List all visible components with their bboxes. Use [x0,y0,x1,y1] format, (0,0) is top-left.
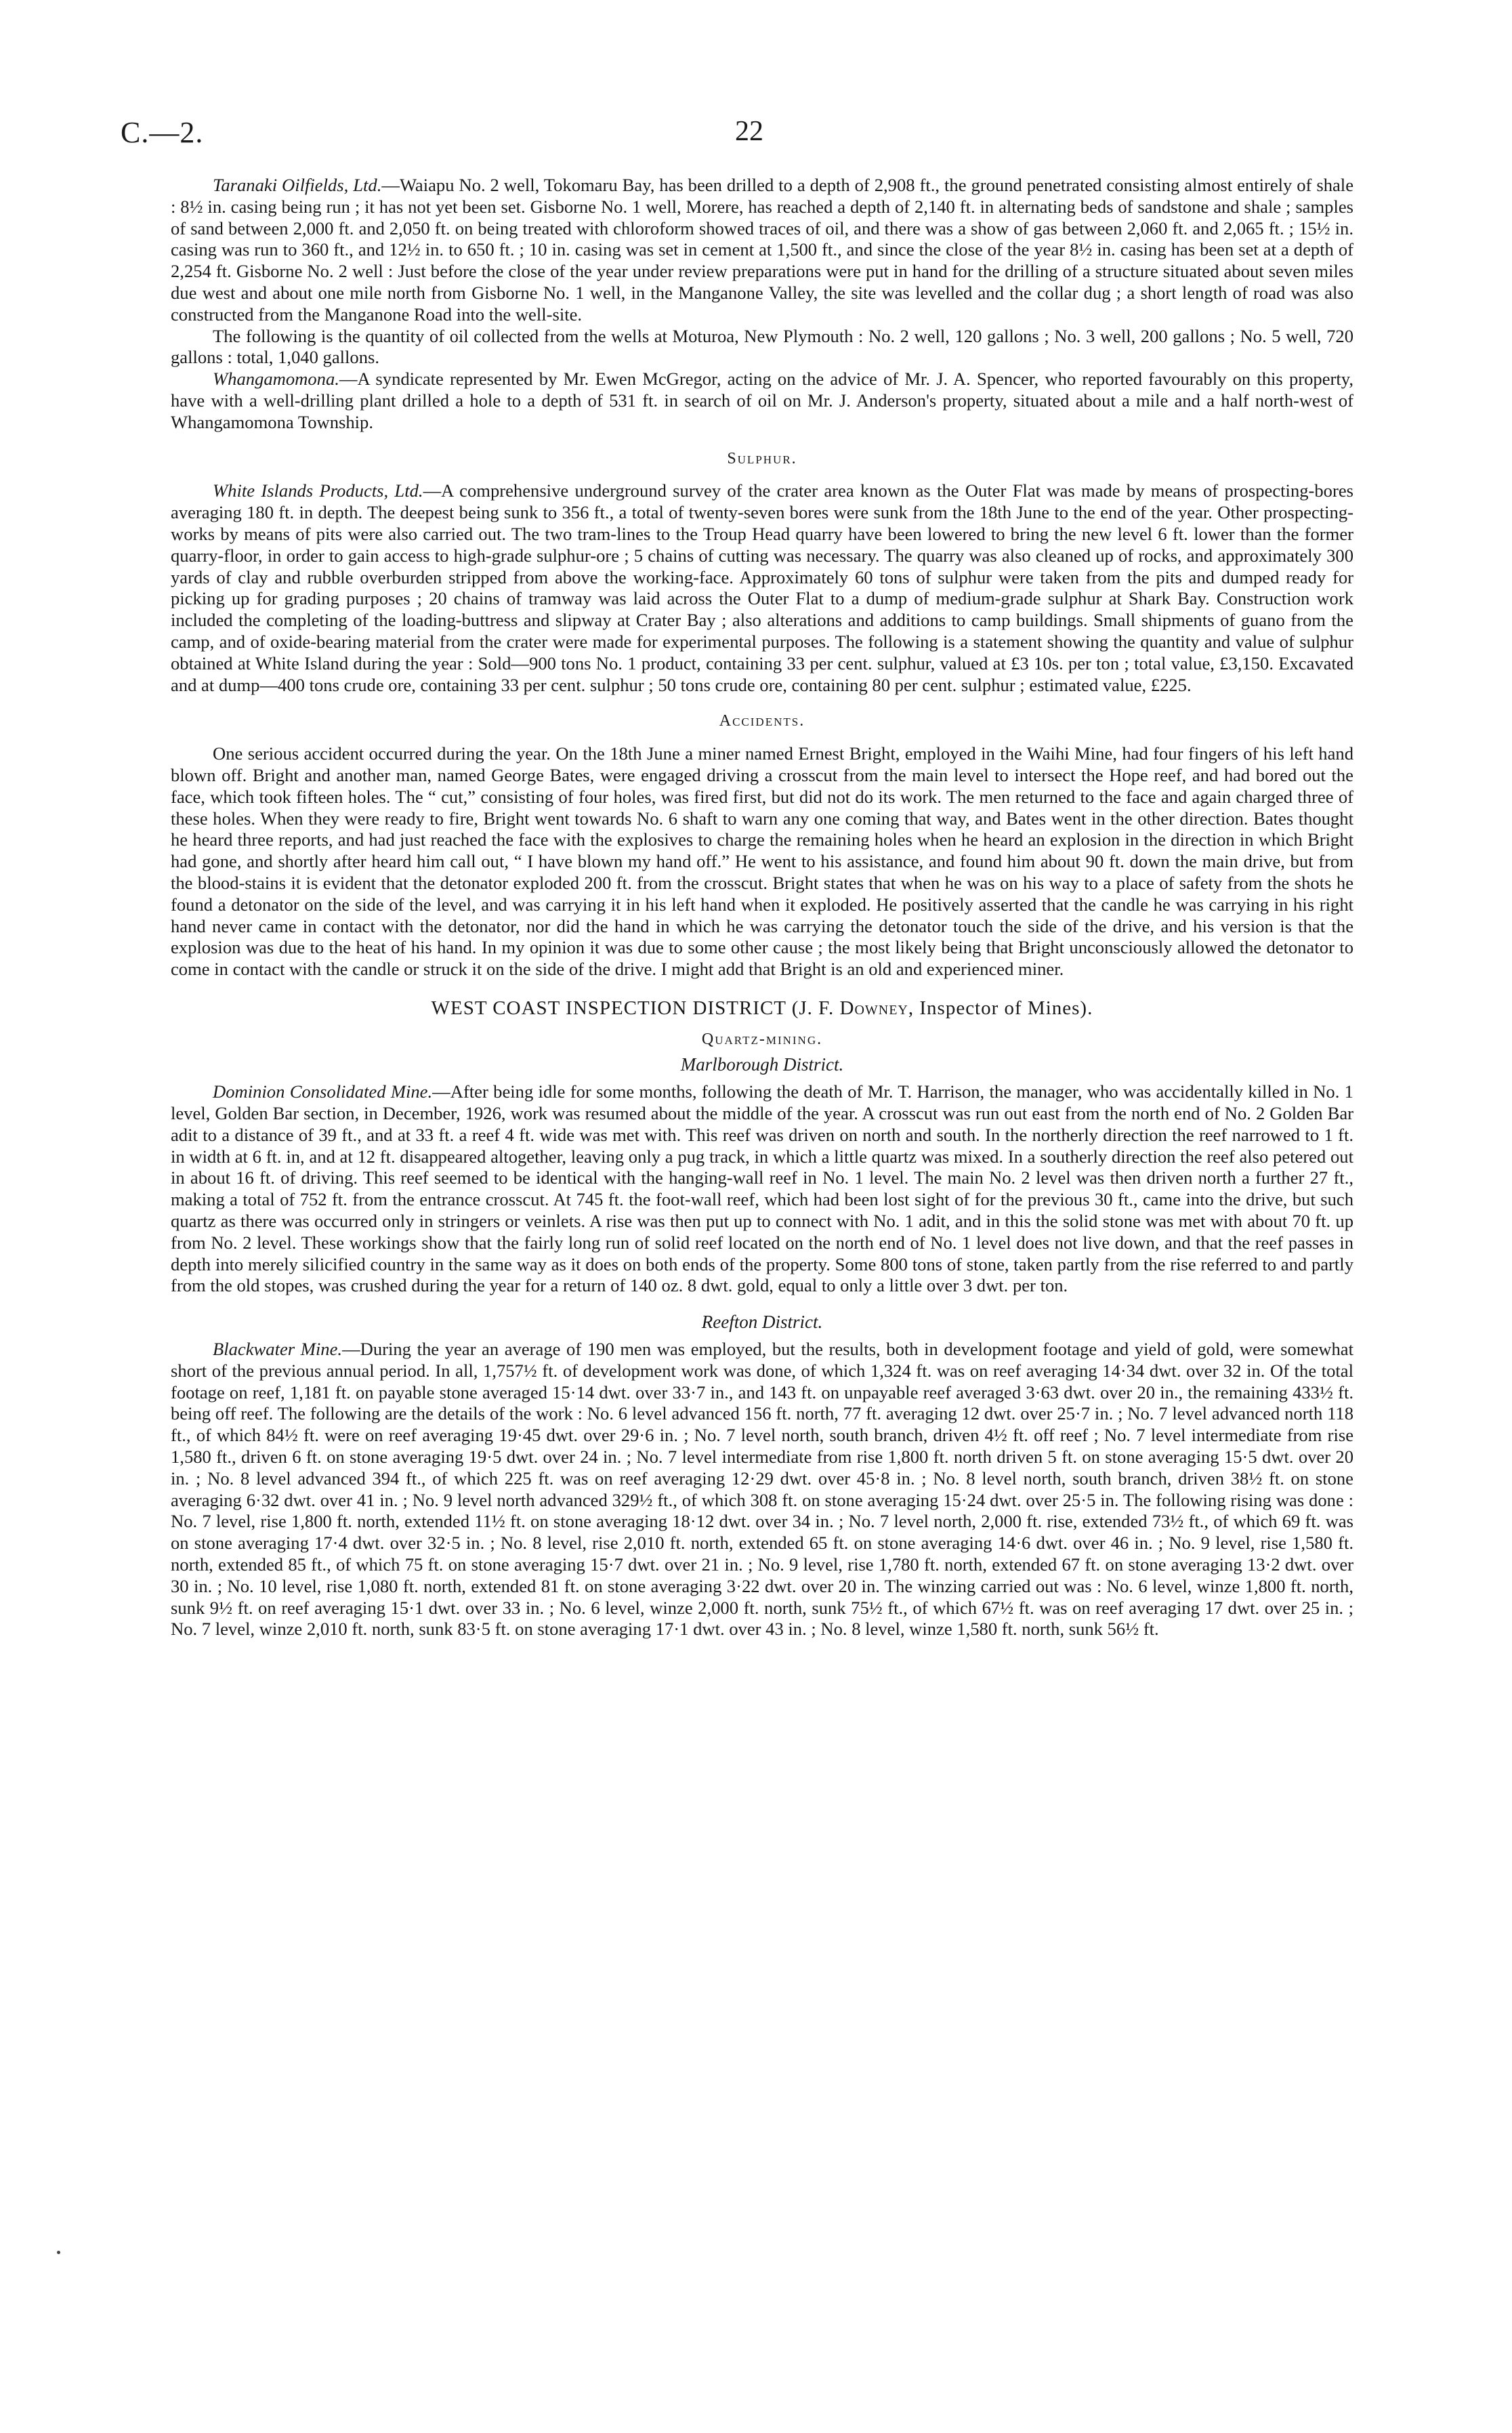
accidents-paragraph: One serious accident occurred during the year. On the 18th June a miner named Ernest Bright, employed in the Waihi Mine, had four fingers of his left hand blown off. Bright and another man, named George Bates, were engaged driving a crosscut from the main level to intersect the Hope reef, and had bored out the face, which took fifteen holes. The “ cut,” consisting of four holes, was fired first, but did not do its work. The men returned to the face and again charged three of these holes. When they were ready to fire, Bright went towards No. 6 shaft to warn any one coming that way, and Bates went in the other direction. Bates thought he heard three reports, and had just reached the face with the explosives to charge the remaining holes when he heard an explosion in the direction in which Bright had gone, and shortly after heard him call out, “ I have blown my hand off.” He went to his assistance, and found him about 90 ft. down the main drive, but from the blood-stains it is evident that the detonator exploded 200 ft. from the crosscut. Bright states that when he was on his way to a place of safety from the shots he found a detonator on the side of the level, and was carrying it in his left hand when it exploded. He positively asserted that the candle he was carrying in his right hand never came in contact with the detonator, nor did the hand in which he was carrying the detonator touch the side of the drive, and his version is that the explosion was due to the heat of his hand. In my opinion it was due to some other cause ; the most likely being that Bright unconsciously allowed the detonator to come in contact with the candle or struck it on the side of the drive. I might add that Bright is an old and experienced miner. [171,743,1353,980]
district-title-main: WEST COAST INSPECTION DISTRICT (J. F. [431,997,840,1019]
marlborough-district-heading: Marlborough District. [680,1054,844,1075]
blackwater-mine-paragraph [171,1339,1353,1640]
accidents-heading: Accidents. [719,712,805,730]
west-coast-district-title [171,998,1353,1020]
dominion-consolidated-paragraph [171,1081,1353,1297]
taranaki-oilfields-lead: Taranaki Oilfields, Ltd. [213,175,382,195]
inspector-name: Downey [839,997,908,1019]
sulphur-heading: Sulphur. [727,449,797,467]
district-title-rest: , Inspector of Mines). [908,997,1093,1019]
dominion-consolidated-body: —After being idle for some months, following the death of Mr. T. Harrison, the manager, who was accidentally killed in No. 1 level, Golden Bar section, in December, 1926, work was resumed about the middle of the year. A crosscut was run out east from the north end of No. 2 Golden Bar adit to a distance of 39 ft., and at 33 ft. a reef 4 ft. wide was met with. This reef was driven on north and south. In the northerly direction the reef narrowed to 1 ft. in width at 6 ft. in, and at 12 ft. disappeared altogether, leaving only a pug track, in which a little quartz was mixed. In a southerly direction the reef also petered out in about 16 ft. of driving. This reef seemed to be identical with the hanging-wall reef in No. 1 level. The main No. 2 level was then driven north a further 27 ft., making a total of 752 ft. from the entrance crosscut. At 745 ft. the foot-wall reef, which had been lost sight of for the previous 30 ft., came into the drive, but such quartz as there was occurred only in stringers or veinlets. A rise was then put up to connect with No. 1 adit, and in this the solid stone was met with about 70 ft. up from No. 2 level. These workings show that the fairly long run of solid reef located on the north end of No. 1 level does not live down, and that the reef passes in depth into merely silicified country in the same way as it does on both ends of the property. Some 800 tons of stone, taken partly from the rise referred to and partly from the old stopes, was crushed during the year for a return of 140 oz. 8 dwt. gold, equal to only a little over 3 dwt. per ton. [171,1081,1353,1296]
reefton-district-heading: Reefton District. [701,1312,823,1333]
page-reference: C.—2. [121,116,204,149]
taranaki-oilfields-paragraph [171,175,1353,326]
blackwater-mine-lead: Blackwater Mine. [213,1339,343,1360]
sulphur-body: —A comprehensive underground survey of the crater area known as the Outer Flat was made by means of prospecting-bores averaging 180 ft. in depth. The deepest being sunk to 356 ft., a total of twenty-seven bores were sunk from the 18th June to the end of the year. Other prospecting-works by means of pits were also carried out. The two tram-lines to the Troup Head quarry have been lowered to bring the new level 6 ft. lower than the former quarry-floor, in order to gain access to high-grade sulphur-ore ; 5 chains of cutting was necessary. The quarry was also cleaned up of rocks, and approximately 300 yards of clay and rubble overburden stripped from above the working-face. Approximately 60 tons of sulphur were taken from the pits and dumped ready for picking up for grading purposes ; 20 chains of tramway was laid across the Outer Flat to a dump of medium-grade sulphur at Shark Bay. Construction work included the completing of the loading-buttress and slipway at Crater Bay ; also alterations and additions to camp buildings. Small shipments of guano from the camp, and of oxide-bearing material from the crater were made for experimental purposes. The following is a statement showing the quantity and value of sulphur obtained at White Island during the year : Sold—900 tons No. 1 product, containing 33 per cent. sulphur, valued at £3 10s. per ton ; total value, £3,150. Excavated and at dump—400 tons crude ore, containing 33 per cent. sulphur ; 50 tons crude ore, containing 80 per cent. sulphur ; estimated value, £225. [171,480,1353,695]
taranaki-oilfields-body: —Waiapu No. 2 well, Tokomaru Bay, has been drilled to a depth of 2,908 ft., the ground penetrated consisting almost entirely of shale : 8½ in. casing being run ; it has not yet been set. Gisborne No. 1 well, Morere, has reached a depth of 2,140 ft. in alternating beds of sandstone and shale ; samples of sand between 2,000 ft. and 2,050 ft. on being treated with chloroform showed traces of oil, and there was a show of gas between 2,060 ft. and 2,065 ft. ; 15½ in. casing was run to 360 ft., and 12½ in. to 650 ft. ; 10 in. casing was set in cement at 1,500 ft., and since the close of the year 8½ in. casing has been set at a depth of 2,254 ft. Gisborne No. 2 well : Just before the close of the year under review preparations were put in hand for the drilling of a structure situated about seven miles due west and about one mile north from Gisborne No. 1 well, in the Manganone Valley, the site was levelled and the collar dug ; a short length of road was also constructed from the Manganone Road into the well-site. [171,175,1353,325]
whangamomona-lead: Whangamomona. [213,369,339,390]
scan-speck [57,2251,60,2254]
blackwater-mine-body: —During the year an average of 190 men was employed, but the results, both in development footage and yield of gold, were somewhat short of the previous annual period. In all, 1,757½ ft. of development work was done, of which 1,324 ft. was on reef averaging 14·34 dwt. over 32 in. Of the total footage on reef, 1,181 ft. on payable stone averaged 15·14 dwt. over 33·7 in., and 143 ft. on unpayable reef averaged 3·63 dwt. over 20 in., the remaining 433½ ft. being off reef. The following are the details of the work : No. 6 level advanced 156 ft. north, 77 ft. averaging 12 dwt. over 25·7 in. ; No. 7 level advanced north 118 ft., of which 84½ ft. were on reef averaging 19·45 dwt. over 29·6 in. ; No. 7 level north, south branch, driven 4½ ft. off reef ; No. 7 level intermediate from rise 1,580 ft., driven 6 ft. on stone averaging 19·5 dwt. over 24 in. ; No. 7 level intermediate from rise 1,800 ft. north driven 5 ft. on stone averaging 15·5 dwt. over 20 in. ; No. 8 level advanced 394 ft., of which 225 ft. was on reef averaging 12·29 dwt. over 45·8 in. ; No. 8 level north, south branch, driven 38½ ft. on stone averaging 6·32 dwt. over 41 in. ; No. 9 level north advanced 329½ ft., of which 308 ft. on stone averaging 15·24 dwt. over 25·5 in. The following rising was done : No. 7 level, rise 1,800 ft. north, extended 11½ ft. on stone averaging 18·12 dwt. over 34 in. ; No. 7 level north, 2,000 ft. rise, extended 73½ ft., of which 69 ft. was on stone averaging 17·4 dwt. over 32·5 in. ; No. 8 level, rise 2,010 ft. north, extended 65 ft. on stone averaging 14·6 dwt. over 46 in. ; No. 9 level, rise 1,580 ft. north, extended 85 ft., of which 75 ft. on stone averaging 15·7 dwt. over 21 in. ; No. 9 level, rise 1,780 ft. north, extended 67 ft. on stone averaging 13·2 dwt. over 30 in. ; No. 10 level, rise 1,080 ft. north, extended 81 ft. on stone averaging 3·22 dwt. over 20 in. The winzing carried out was : No. 6 level, winze 1,800 ft. north, sunk 9½ ft. on reef averaging 15·1 dwt. over 33 in. ; No. 6 level, winze 2,000 ft. north, sunk 75½ ft., of which 67½ ft. was on reef averaging 17 dwt. over 25 in. ; No. 7 level, winze 2,010 ft. north, sunk 83·5 ft. on stone averaging 17·1 dwt. over 43 in. ; No. 8 level, winze 1,580 ft. north, sunk 56½ ft. [171,1339,1353,1640]
quartz-mining-heading: Quartz-mining. [701,1030,823,1048]
sulphur-lead: White Islands Products, Ltd. [213,480,423,501]
page-content [171,175,1353,1640]
whangamomona-body: —A syndicate represented by Mr. Ewen McGregor, acting on the advice of Mr. J. A. Spencer, who reported favourably on this property, have with a well-drilling plant drilled a hole to a depth of 531 ft. in search of oil on Mr. J. Anderson's property, situated about a mile and a half north-west of Whangamomona Township. [171,369,1353,432]
dominion-consolidated-lead: Dominion Consolidated Mine. [213,1081,433,1102]
page-number: 22 [735,116,763,147]
moturoa-paragraph: The following is the quantity of oil collected from the wells at Moturoa, New Plymouth : No. 2 well, 120 gallons ; No. 3 well, 200 gallons ; No. 5 well, 720 gallons : total, 1,040 gallons. [171,325,1353,368]
sulphur-paragraph [171,480,1353,696]
whangamomona-paragraph [171,369,1353,433]
